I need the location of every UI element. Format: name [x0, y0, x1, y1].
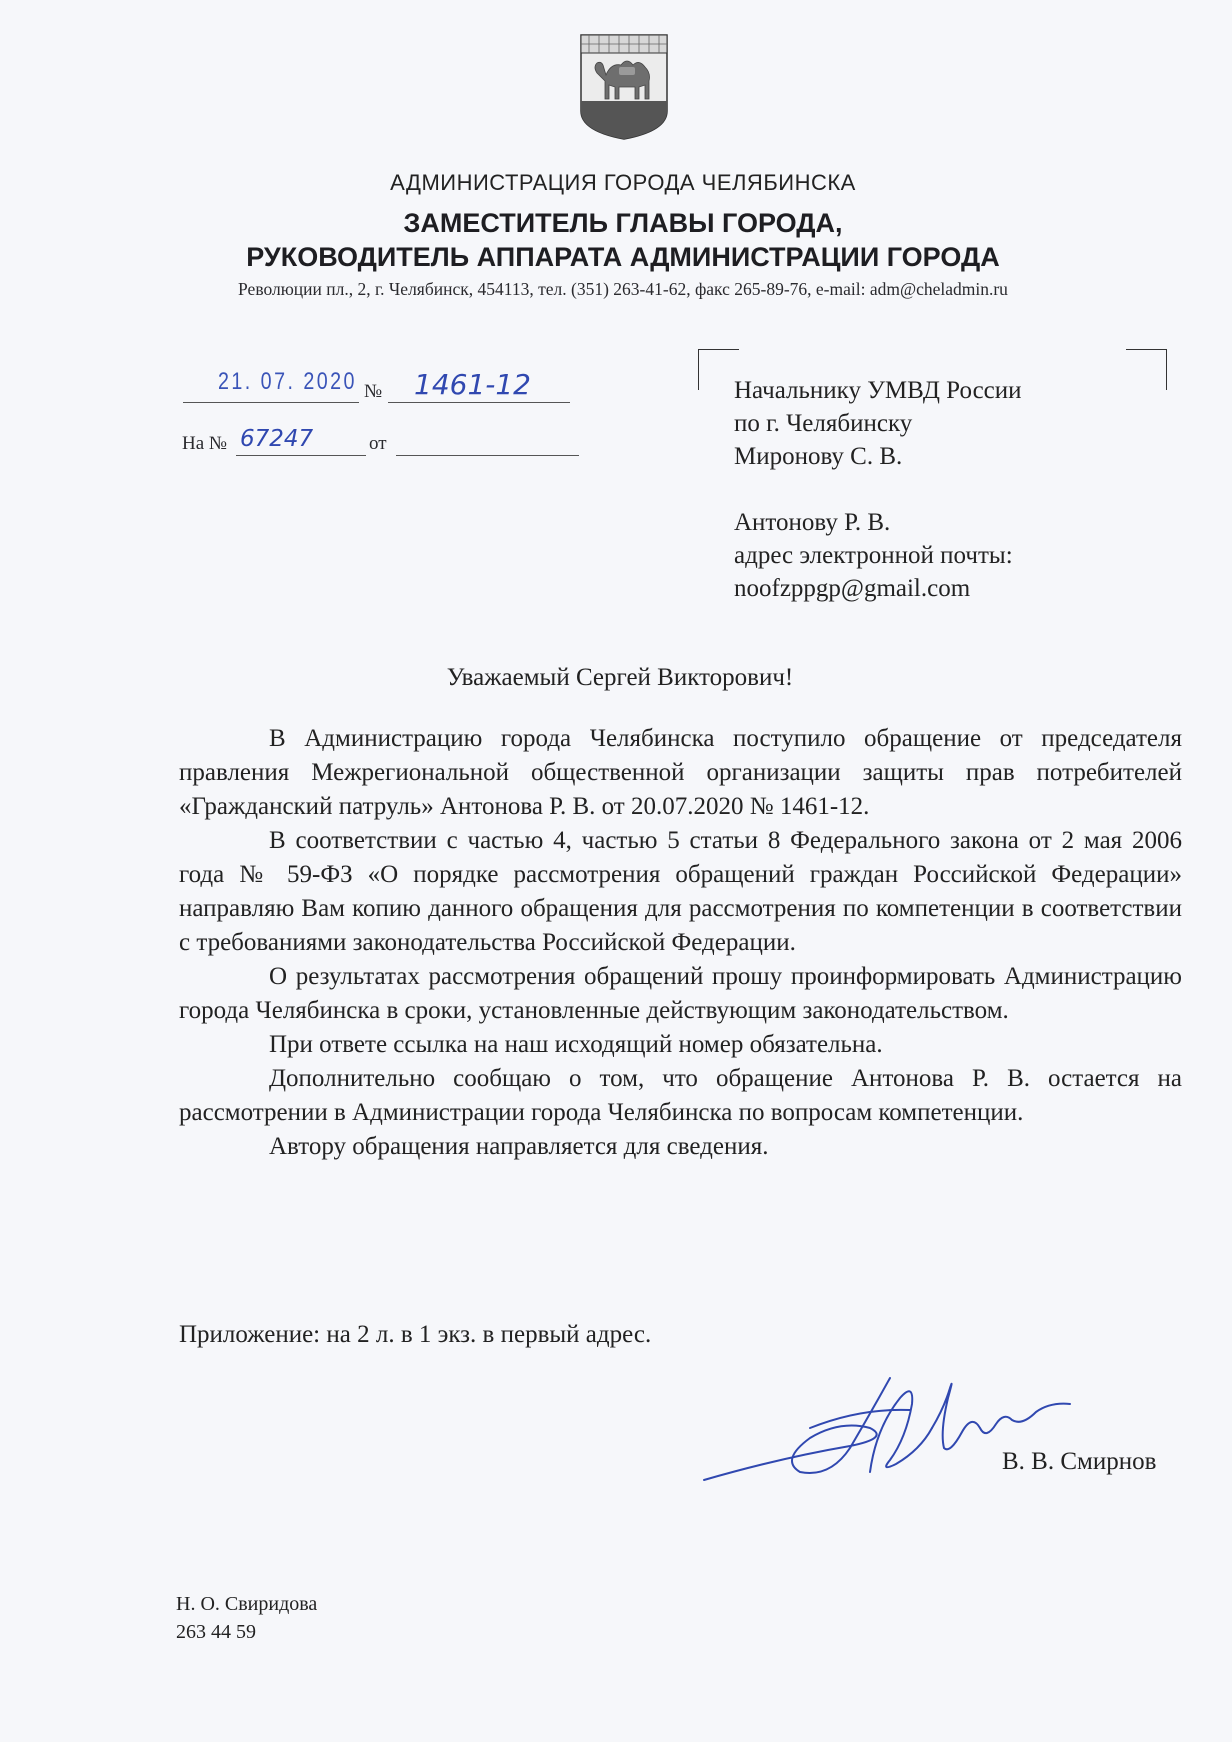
body-paragraph: Автору обращения направляется для сведения. [269, 1133, 769, 1160]
organization-name: АДМИНИСТРАЦИЯ ГОРОДА ЧЕЛЯБИНСКА [390, 170, 856, 195]
chelyabinsk-coat-of-arms-icon [579, 33, 669, 141]
attachment-note: Приложение: на 2 л. в 1 экз. в первый адрес. [179, 1321, 652, 1348]
addressee-email: noofzppgp@gmail.com [734, 575, 971, 602]
body-paragraph: В Администрацию города Челябинска поступило обращение от председателя правления Межрегиональной общественной организации защиты прав потребителей «Гражданский патруль» Антонова Р. В. от 20.07.2020 № 1461-12. [179, 725, 1182, 820]
addressee-line: по г. Челябинску [734, 410, 913, 437]
outgoing-date-stamp: 21. 07. 2020 [218, 368, 357, 395]
from-date-underline [396, 455, 579, 456]
body-paragraph: Дополнительно сообщаю о том, что обращение Антонова Р. В. остается на рассмотрении в Администрации города Челябинска по вопросам компетенции. [179, 1065, 1182, 1126]
from-label: от [369, 433, 387, 454]
addressee-line: Антонову Р. В. [734, 509, 891, 536]
reply-number-underline [236, 455, 366, 456]
number-label: № [364, 381, 383, 402]
addressee-line: адрес электронной почты: [734, 542, 1013, 569]
addressee-line: Начальнику УМВД России [734, 377, 1022, 404]
signer-name: В. В. Смирнов [1002, 1448, 1157, 1475]
executor-phone: 263 44 59 [176, 1621, 256, 1643]
greeting: Уважаемый Сергей Викторович! [446, 664, 794, 691]
body-paragraph: В соответствии с частью 4, частью 5 статьи 8 Федерального закона от 2 мая 2006 года № 59-ФЗ «О порядке рассмотрения обращений граждан Российской Федерации» направляю Вам копию данного обращения для рассмотрения по компетенции в соответствии с требованиями законодательства Российской Федерации. [179, 827, 1182, 956]
body-paragraph: При ответе ссылка на наш исходящий номер обязательна. [269, 1031, 883, 1058]
reply-number-label: На № [182, 433, 228, 454]
organization-address: Революции пл., 2, г. Челябинск, 454113, тел. (351) 263-41-62, факс 265-89-76, e-mail: adm@cheladmin.ru [238, 279, 1008, 299]
addressee-block [734, 374, 1022, 605]
handwritten-signature [700, 1368, 1080, 1498]
official-title-line-1: ЗАМЕСТИТЕЛЬ ГЛАВЫ ГОРОДА, [403, 208, 843, 238]
executor-block [176, 1590, 317, 1646]
official-title-line-2: РУКОВОДИТЕЛЬ АППАРАТА АДМИНИСТРАЦИИ ГОРОДА [246, 242, 1000, 272]
addressee-corner-right [1126, 349, 1167, 390]
official-title [0, 206, 1232, 274]
body-paragraph: О результатах рассмотрения обращений прошу проинформировать Администрацию города Челябинска в сроки, установленные действующим законодательством. [179, 963, 1182, 1024]
outgoing-number-handwritten: 1461-12 [414, 368, 531, 401]
addressee-line: Миронову С. В. [734, 443, 903, 470]
addressee-corner-left [698, 349, 739, 390]
date-underline [183, 402, 359, 403]
executor-name: Н. О. Свиридова [176, 1593, 318, 1615]
reply-number-handwritten: 67247 [240, 426, 314, 452]
number-underline [388, 402, 570, 403]
letter-body [179, 722, 1182, 1164]
